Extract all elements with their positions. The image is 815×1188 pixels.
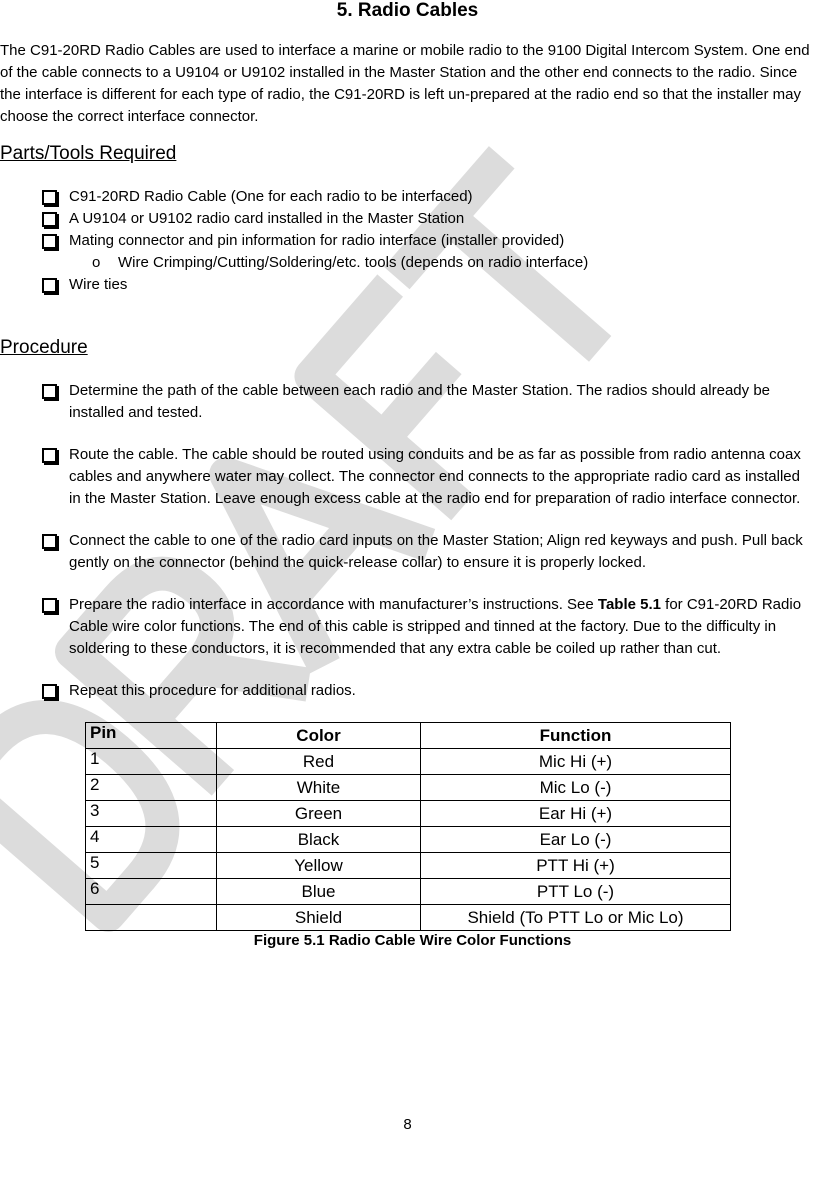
cell-pin: 4 bbox=[86, 827, 217, 853]
table-row bbox=[86, 827, 731, 853]
parts-subitem bbox=[92, 252, 815, 274]
step-text-pre: Prepare the radio interface in accordance with manufacturer’s instructions. See bbox=[69, 596, 598, 613]
step-text bbox=[69, 594, 814, 660]
cell-color: Yellow bbox=[217, 853, 421, 879]
item-text: Wire ties bbox=[69, 276, 128, 293]
parts-heading: Parts/Tools Required bbox=[0, 143, 177, 164]
procedure-step bbox=[42, 530, 814, 574]
cell-function: PTT Hi (+) bbox=[421, 853, 731, 879]
cell-color: Red bbox=[217, 749, 421, 775]
bullet-icon: o bbox=[92, 254, 101, 271]
cell-pin: 2 bbox=[86, 775, 217, 801]
checkbox-icon bbox=[42, 448, 57, 463]
section-title: 5. Radio Cables bbox=[336, 0, 479, 21]
table-row bbox=[86, 853, 731, 879]
cell-function: Ear Lo (-) bbox=[421, 827, 731, 853]
intro-paragraph: The C91-20RD Radio Cables are used to interface a marine or mobile radio to the 9100 Digital Intercom System. One end of the cable connects to a U9104 or U9102 installed in the Master Station and the other end connects to the radio. Since the interface is different for each type of radio, the C91-20RD is left un-prepared at the radio end so that the installer may choose the correct interface connector. bbox=[0, 42, 810, 125]
parts-item bbox=[42, 230, 814, 252]
procedure-step bbox=[42, 680, 814, 702]
cell-color: White bbox=[217, 775, 421, 801]
step-text: Connect the cable to one of the radio card inputs on the Master Station; Align red keyways and push. Pull back gently on the connector (behind the quick-release collar) to ensure it is properly locked. bbox=[69, 532, 803, 571]
item-text: Mating connector and pin information for radio interface (installer provided) bbox=[69, 232, 565, 249]
table-row bbox=[86, 749, 731, 775]
step-text: Determine the path of the cable between each radio and the Master Station. The radios should already be installed and tested. bbox=[69, 382, 771, 421]
cell-pin bbox=[86, 905, 217, 931]
checkbox-icon bbox=[42, 534, 57, 549]
checkbox-icon bbox=[42, 684, 57, 699]
cell-pin: 5 bbox=[86, 853, 217, 879]
cell-pin: 6 bbox=[86, 879, 217, 905]
table-row bbox=[86, 801, 731, 827]
cell-pin: 1 bbox=[86, 749, 217, 775]
figure-caption: Figure 5.1 Radio Cable Wire Color Functions bbox=[253, 932, 572, 949]
step-text: Route the cable. The cable should be routed using conduits and be as far as possible from radio antenna coax cables and anywhere water may collect. The connector end connects to the appropriate radio card as installed in the Master Station. Leave enough excess cable at the radio end for preparation of radio interface connector. bbox=[69, 446, 801, 507]
header-pin: Pin bbox=[86, 723, 217, 749]
cell-function: Mic Lo (-) bbox=[421, 775, 731, 801]
parts-item bbox=[42, 208, 814, 230]
checkbox-icon bbox=[42, 384, 57, 399]
cell-color: Shield bbox=[217, 905, 421, 931]
table-reference: Table 5.1 bbox=[597, 596, 661, 613]
cell-pin: 3 bbox=[86, 801, 217, 827]
page-number: 8 bbox=[403, 1116, 412, 1133]
procedure-step bbox=[42, 444, 814, 510]
cell-function: Mic Hi (+) bbox=[421, 749, 731, 775]
parts-item bbox=[42, 186, 814, 208]
header-function: Function bbox=[421, 723, 731, 749]
parts-item bbox=[42, 274, 814, 296]
table-row bbox=[86, 775, 731, 801]
cell-color: Blue bbox=[217, 879, 421, 905]
procedure-step bbox=[42, 594, 814, 660]
cell-function: PTT Lo (-) bbox=[421, 879, 731, 905]
cell-function: Ear Hi (+) bbox=[421, 801, 731, 827]
cell-color: Black bbox=[217, 827, 421, 853]
cell-color: Green bbox=[217, 801, 421, 827]
checkbox-icon bbox=[42, 278, 57, 293]
table-header-row bbox=[86, 723, 731, 749]
cell-function: Shield (To PTT Lo or Mic Lo) bbox=[421, 905, 731, 931]
checkbox-icon bbox=[42, 234, 57, 249]
procedure-heading: Procedure bbox=[0, 337, 88, 358]
item-text: A U9104 or U9102 radio card installed in the Master Station bbox=[69, 210, 465, 227]
procedure-step bbox=[42, 380, 814, 424]
header-color: Color bbox=[217, 723, 421, 749]
item-text: C91-20RD Radio Cable (One for each radio to be interfaced) bbox=[69, 188, 473, 205]
step-text-post: for C91-20RD Radio Cable wire color functions. The end of this cable is stripped and tinned at the factory. Due to the difficulty in soldering to these conductors, it is recommended that any extra cable be coiled up rather than cut. bbox=[69, 596, 802, 657]
wire-color-table bbox=[85, 722, 731, 931]
step-text: Repeat this procedure for additional radios. bbox=[69, 682, 356, 699]
table-row bbox=[86, 905, 731, 931]
item-text: Wire Crimping/Cutting/Soldering/etc. tools (depends on radio interface) bbox=[118, 254, 589, 271]
checkbox-icon bbox=[42, 212, 57, 227]
checkbox-icon bbox=[42, 190, 57, 205]
table-row bbox=[86, 879, 731, 905]
checkbox-icon bbox=[42, 598, 57, 613]
